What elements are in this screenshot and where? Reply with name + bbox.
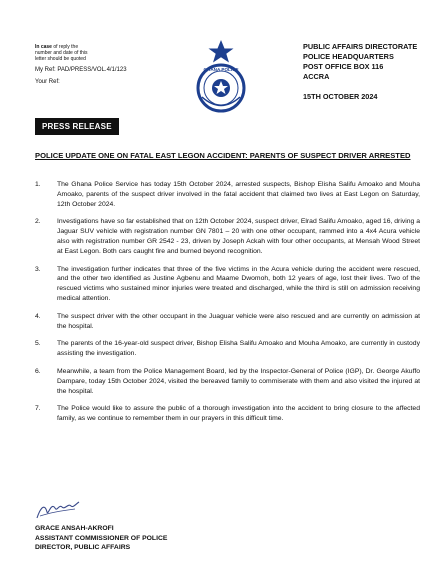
list-item bbox=[35, 265, 420, 304]
item-text: Meanwhile, a team from the Police Management Board, led by the Inspector-General of Police (IGP), Dr. George Akuffo Dampare, today 15th October 2024, visited the bereaved family to commiserate with them and also visited the injured at the hospital. bbox=[57, 367, 420, 395]
logo-star-icon bbox=[209, 40, 234, 63]
directorate-line: POST OFFICE BOX 116 bbox=[303, 62, 384, 71]
item-number: 6. bbox=[35, 367, 41, 375]
list-item bbox=[35, 312, 420, 332]
reference-block bbox=[35, 44, 155, 85]
item-number: 4. bbox=[35, 312, 41, 320]
item-number: 1. bbox=[35, 181, 41, 188]
item-number: 7. bbox=[35, 405, 41, 413]
item-text: The Police would like to assure the public of a thorough investigation into the accident to bring closure to the affected family, as we continue to remember them in our prayers in this difficult time. bbox=[57, 405, 420, 423]
item-text: The Ghana Police Service has today 15th October 2024, arrested suspects, Bishop Elisha Salifu Amoako and Mouha Amoako, parents of the suspect driver involved in the fatal accident that claimed two lives at East Legon on Saturday, 12th October 2024. bbox=[57, 181, 420, 208]
item-number: 3. bbox=[35, 265, 41, 273]
reply-note-prefix: In case bbox=[35, 44, 52, 50]
item-text: The investigation further indicates that three of the five victims in the Acura vehicle during the accident were rescued, and the other two identified as Justine Agbenu and Maame Dwomoh, both 12 years of age, lost their lives. Two of the rescued victims who sustained minor injuries were treated and discharged, while the third is still on admission receiving medical attention. bbox=[57, 265, 420, 302]
directorate-line: POLICE HEADQUARTERS bbox=[303, 52, 394, 61]
list-item bbox=[35, 367, 420, 396]
list-item bbox=[35, 404, 420, 424]
directorate-address bbox=[303, 42, 443, 102]
signatory-block bbox=[35, 524, 255, 553]
release-date: 15TH OCTOBER 2024 bbox=[303, 92, 378, 101]
reply-note-rest: of reply the bbox=[53, 44, 79, 50]
item-text: The parents of the 16-year-old suspect driver, Bishop Elisha Salifu Amoako and Mouha Amoako, are currently in custody assisting the investigation. bbox=[57, 340, 420, 358]
your-ref: Your Ref: bbox=[35, 79, 60, 85]
press-release-badge: PRESS RELEASE bbox=[35, 118, 119, 135]
my-ref: My Ref: PAD/PRESS/VOL.4/1/123 bbox=[35, 67, 127, 73]
item-number: 2. bbox=[35, 218, 41, 226]
item-text: The suspect driver with the other occupant in the Juaguar vehicle were also rescued and are currently on admission at the hospital. bbox=[57, 312, 420, 330]
ghana-police-logo-icon bbox=[190, 38, 252, 118]
directorate-line: ACCRA bbox=[303, 72, 330, 81]
release-items bbox=[35, 180, 420, 432]
signatory-title: DIRECTOR, PUBLIC AFFAIRS bbox=[35, 544, 131, 552]
signatory-title: ASSISTANT COMMISSIONER OF POLICE bbox=[35, 534, 168, 542]
logo-label: GHANA POLICE bbox=[203, 67, 239, 72]
signatory-name: GRACE ANSAH-AKROFI bbox=[35, 525, 114, 532]
item-text: Investigations have so far established that on 12th October 2024, suspect driver, Elrad Salifu Amoako, aged 16, driving a Jaguar SUV vehicle with registration number GN 7801 – 20 with one other occupant, rammed into a 4x4 Acura vehicle also with registration number GR 2542 - 23, driven by Joseph Ackah with four other occupants, at Mensah Wood Street at East Legon. Both cars caught fire and burned beyond recognition. bbox=[57, 218, 420, 255]
reply-note-line-2: number and date of this bbox=[35, 50, 88, 56]
signature-icon bbox=[35, 498, 81, 522]
list-item bbox=[35, 339, 420, 359]
list-item bbox=[35, 217, 420, 256]
reply-note-line-3: letter should be quoted bbox=[35, 56, 86, 62]
directorate-line: PUBLIC AFFAIRS DIRECTORATE bbox=[303, 42, 418, 51]
list-item bbox=[35, 180, 420, 209]
item-number: 5. bbox=[35, 340, 41, 348]
headline: POLICE UPDATE ONE ON FATAL EAST LEGON ACCIDENT: PARENTS OF SUSPECT DRIVER ARRESTED bbox=[35, 151, 411, 160]
